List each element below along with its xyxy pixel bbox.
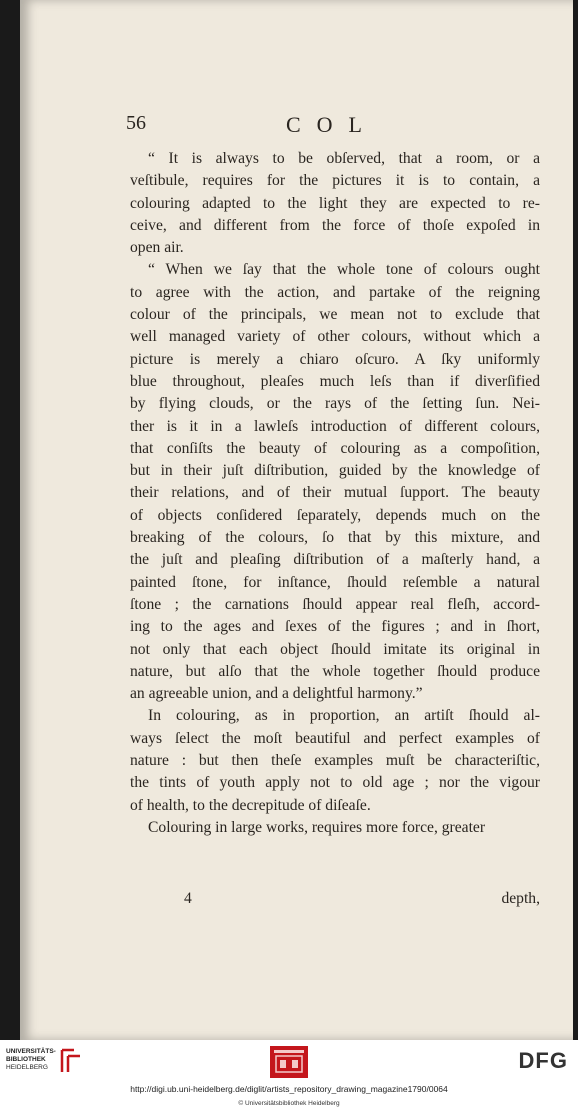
text-line: well managed variety of other colours, without which a: [130, 328, 540, 346]
text-line: colouring adapted to the light they are expected to re-: [130, 194, 540, 212]
signature-mark: 4: [184, 890, 192, 907]
text-line: ceive, and different from the force of thoſe expoſed in: [130, 216, 540, 234]
funder-logo: DFG: [518, 1048, 568, 1073]
text-line: picture is merely a chiaro oſcuro. A ſky uniformly: [130, 350, 540, 368]
text-line: painted ſtone, for inſtance, ſhould reſemble a natural: [130, 573, 540, 591]
library-name-line: BIBLIOTHEK: [6, 1056, 46, 1063]
text-line: ther is it in a lawleſs introduction of different colours,: [130, 417, 540, 435]
text-line: “ It is always to be obſerved, that a room, or a: [148, 150, 540, 167]
text-line: breaking of the colours, ſo that by this mixture, and: [130, 529, 540, 547]
text-line: an agreeable union, and a delightful harmony.”: [130, 685, 423, 703]
text-line: ways ſelect the moſt beautiful and perfect examples of: [130, 729, 540, 747]
text-line: In colouring, as in proportion, an artiſt ſhould al-: [148, 707, 540, 725]
text-line: by flying clouds, or the rays of the ſetting ſun. Nei-: [130, 395, 540, 413]
page-body: [130, 148, 540, 839]
digitization-footer: [0, 1040, 578, 1112]
text-line: of health, to the decrepitude of diſeaſe.: [130, 796, 371, 814]
text-line: their relations, and of their mutual ſupport. The beauty: [130, 484, 540, 502]
running-head: COL: [286, 112, 378, 137]
paragraph: [130, 259, 540, 705]
text-line: Colouring in large works, requires more force, greater: [148, 818, 486, 836]
text-line: the juſt and pleaſing diſtribution of a maſterly hand, a: [130, 551, 540, 569]
text-line: not only that each object ſhould imitate its original in: [130, 640, 540, 658]
library-name-line: HEIDELBERG: [6, 1064, 48, 1071]
text-line: to agree with the action, and partake of the reigning: [130, 283, 540, 301]
page-number: 56: [126, 112, 146, 134]
text-line: colour of the principals, we mean not to exclude that: [130, 306, 540, 324]
copyright-notice: © Universitätsbibliothek Heidelberg: [238, 1100, 340, 1107]
page-header: [126, 112, 476, 142]
text-line: veſtibule, requires for the pictures it is to contain, a: [130, 172, 540, 190]
catchword: depth,: [501, 890, 540, 907]
text-line: ing to the ages and ſexes of the figures ; and in ſhort,: [130, 618, 540, 636]
text-line: open air.: [130, 239, 184, 257]
text-line: nature, but alſo that the whole together ſhould produce: [130, 662, 540, 680]
paragraph: [130, 817, 540, 839]
text-line: the tints of youth apply not to old age ; nor the vigour: [130, 774, 540, 792]
source-url[interactable]: http://digi.ub.uni-heidelberg.de/diglit/artists_repository_drawing_magazine1790/0064: [130, 1084, 448, 1094]
page-footer-line: [130, 890, 540, 914]
text-line: nature : but then theſe examples muſt be characteriſtic,: [130, 752, 540, 770]
paragraph: [130, 148, 540, 259]
text-line: ſtone ; the carnations ſhould appear real fleſh, accord-: [130, 595, 540, 613]
text-line: of objects conſidered ſeparately, depends much on the: [130, 506, 540, 524]
text-line: blue throughout, pleaſes much leſs than if diverſified: [130, 372, 540, 390]
text-line: but in their juſt diſtribution, guided by the knowledge of: [130, 462, 540, 480]
library-name-line: UNIVERSITÄTS-: [6, 1048, 56, 1055]
text-line: that conſiſts the beauty of colouring as a compoſition,: [130, 439, 540, 457]
university-logo-icon: [58, 1046, 84, 1076]
library-seal-icon: [270, 1046, 308, 1078]
paragraph: [130, 705, 540, 816]
library-name: [6, 1048, 56, 1072]
text-line: “ When we ſay that the whole tone of colours ought: [148, 261, 540, 279]
